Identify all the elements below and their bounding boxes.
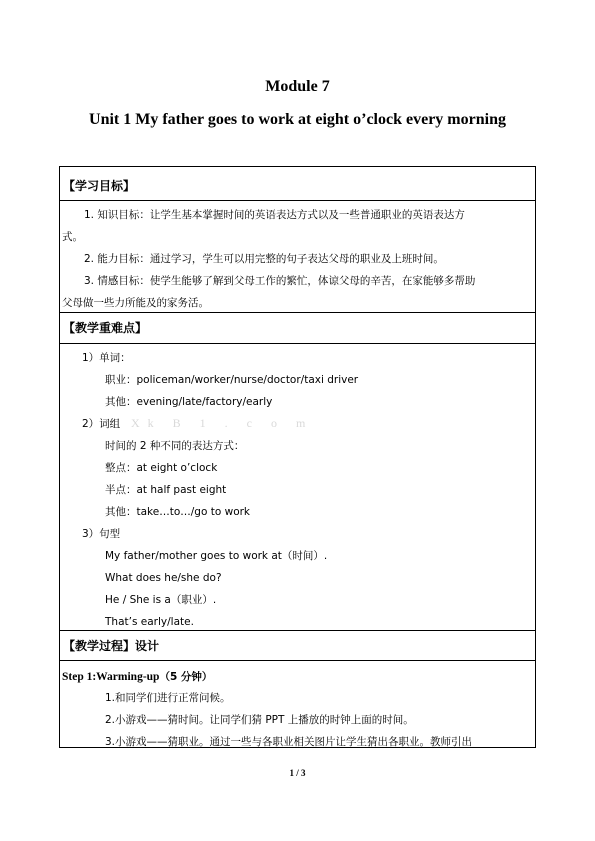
objective-line: 1. 知识目标：让学生基本掌握时间的英语表达方式以及一些普通职业的英语表达方 [84,209,465,221]
key-point-line: 其他：evening/late/factory/early [105,396,273,408]
process-heading-text: 【教学过程】 [63,639,136,653]
key-point-line: He / She is a（职业）. [105,594,217,606]
divider [60,630,535,631]
section-heading-process [63,637,159,654]
key-point-line: 职业：policeman/worker/nurse/doctor/taxi driver [105,374,359,386]
key-point-line: My father/mother goes to work at（时间）. [105,550,328,562]
watermark: Xk B 1 . c o m [131,416,314,430]
lesson-table [59,166,536,748]
process-line: 3.小游戏——猜职业。通过一些与各职业相关图片让学生猜出各职业。教师引出 [105,736,473,748]
objective-line: 2. 能力目标：通过学习，学生可以用完整的句子表达父母的职业及上班时间。 [84,253,444,265]
page-title: Module 7 [265,78,330,95]
objective-line: 式。 [62,231,83,243]
objective-line: 3. 情感目标：使学生能够了解到父母工作的繁忙，体谅父母的辛苦，在家能够多帮助 [84,275,476,287]
process-line: 2.小游戏——猜时间。让同学们猜 PPT 上播放的时钟上面的时间。 [105,714,414,726]
process-line: 1.和同学们进行正常问候。 [105,692,231,704]
key-point-line: 半点：at half past eight [105,484,227,496]
process-heading-suffix: 设计 [135,639,160,653]
step-title [62,669,212,684]
key-point-line: What does he/she do? [105,572,222,584]
divider [60,312,535,313]
section-heading-key-points: 【教学重难点】 [63,321,148,335]
key-point-line: 2）词组 [82,418,121,430]
key-point-line: 其他：take…to…/go to work [105,506,251,518]
key-point-line: 3）句型 [82,528,121,540]
divider [60,200,535,201]
objective-line: 父母做一些力所能及的家务活。 [62,297,209,309]
key-point-line: 时间的 2 种不同的表达方式： [105,440,245,452]
page-number: 1 / 3 [289,768,306,778]
key-point-line: 整点：at eight o’clock [105,462,218,474]
step-duration: （5 分钟） [159,671,213,683]
section-heading-objectives: 【学习目标】 [63,179,136,193]
step-title-text: Step 1:Warming-up [62,671,160,683]
key-point-line: 1）单词： [82,352,131,364]
page-subtitle: Unit 1 My father goes to work at eight o’clock every morning [89,111,506,128]
divider [60,660,535,661]
divider [60,343,535,344]
key-point-line: That’s early/late. [105,616,194,628]
